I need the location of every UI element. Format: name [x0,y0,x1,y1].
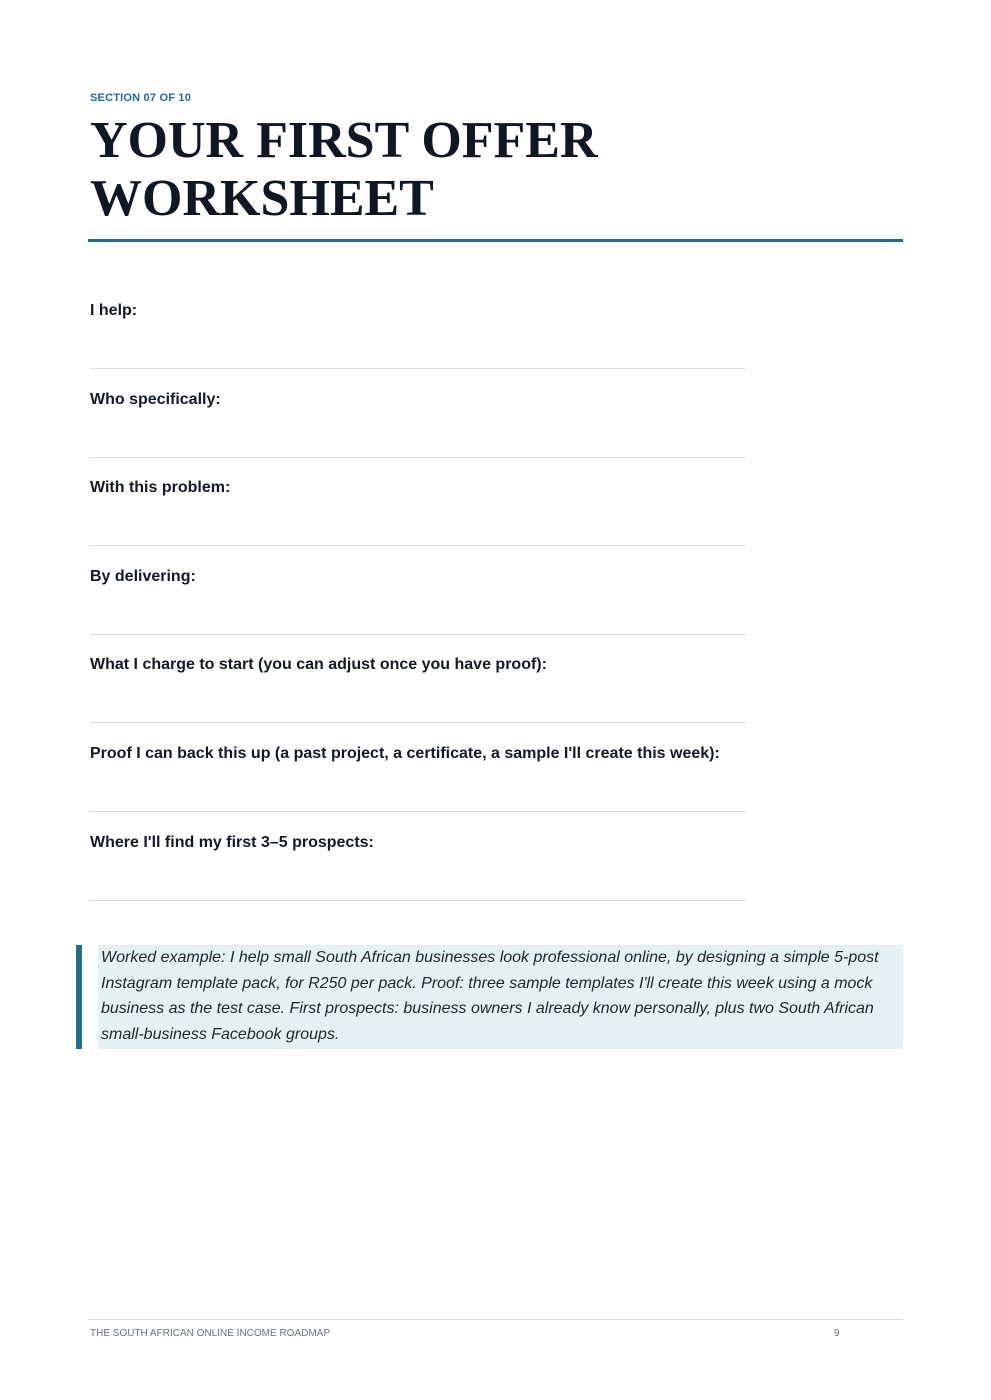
field-label: What I charge to start (you can adjust once you have proof): [90,656,547,673]
field-label: Who specifically: [90,391,221,408]
worksheet-field-help [90,302,746,390]
proof-answer-line[interactable] [90,811,746,812]
footer-page-number: 9 [834,1328,840,1339]
worksheet-field-problem [90,479,746,567]
help-answer-line[interactable] [90,368,746,369]
field-label: Proof I can back this up (a past project, a certificate, a sample I'll create this week): [90,745,720,762]
worksheet-field-delivering [90,568,746,656]
section-label: SECTION 07 OF 10 [90,92,192,104]
prospects-answer-line[interactable] [90,900,746,901]
field-label: Where I'll find my first 3–5 prospects: [90,834,374,851]
worksheet-field-proof [90,745,746,833]
who-answer-line[interactable] [90,457,746,458]
callout-text: Worked example: I help small South African businesses look professional online, by designing a simple 5-post Instagram template pack, for R250 per pack. Proof: three sample templates I'll create this week using a mock business as the test case. First prospects: business owners I already know personally, plus two South African small-business Facebook groups. [101,949,879,1043]
worksheet-field-prospects [90,834,746,922]
worksheet-field-who [90,391,746,479]
delivering-answer-line[interactable] [90,634,746,635]
charge-answer-line[interactable] [90,722,746,723]
problem-answer-line[interactable] [90,545,746,546]
footer-doc-title: THE SOUTH AFRICAN ONLINE INCOME ROADMAP [90,1328,331,1339]
page-title: YOUR FIRST OFFER WORKSHEET [90,112,598,227]
field-label: I help: [90,302,138,319]
field-label: With this problem: [90,479,231,496]
title-divider [88,239,903,242]
field-label: By delivering: [90,568,196,585]
worked-example-callout [76,945,903,1049]
worksheet-field-charge [90,656,746,744]
callout-accent-bar [76,945,82,1049]
footer-divider [88,1319,903,1320]
